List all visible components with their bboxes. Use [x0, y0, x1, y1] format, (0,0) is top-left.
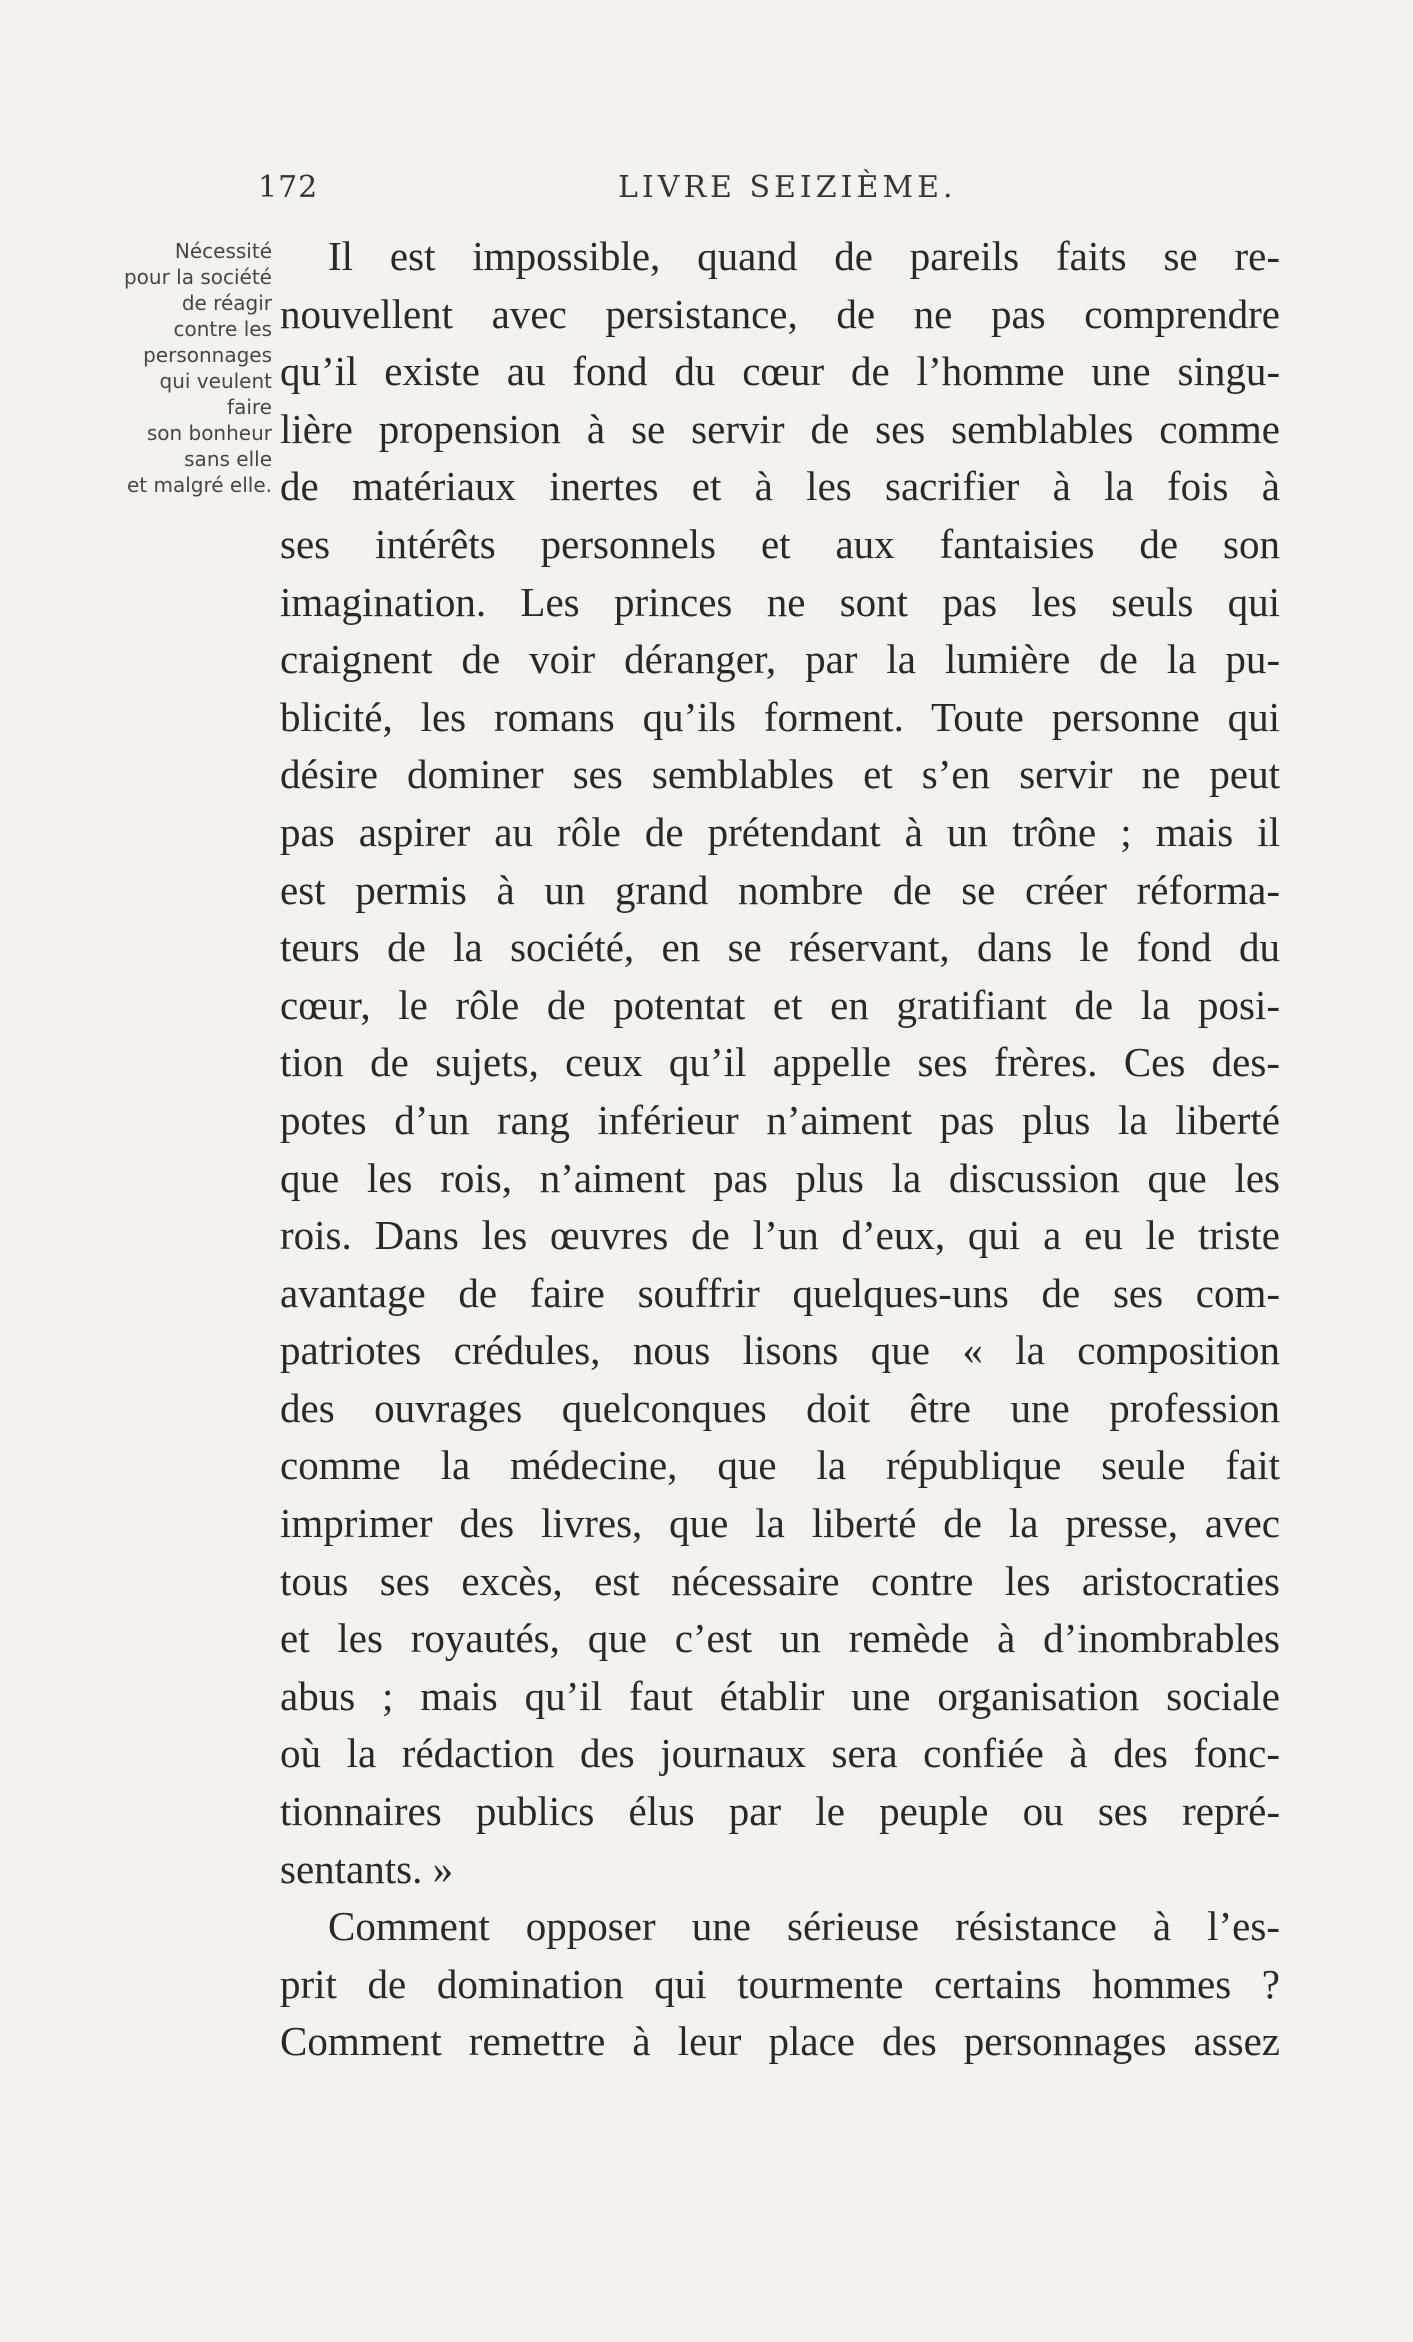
paragraph-1-line: teurs de la société, en se réservant, dans le fond du [280, 924, 1280, 971]
margin-note-line: pour la société [123, 265, 272, 289]
paragraph-1-line: potes d’un rang inférieur n’aiment pas plus la liberté [280, 1096, 1280, 1143]
running-head [258, 170, 1278, 210]
paragraph-1-line: blicité, les romans qu’ils forment. Toute personne qui [280, 693, 1280, 740]
paragraph-1-line: abus ; mais qu’il faut établir une organisation sociale [280, 1672, 1280, 1719]
paragraph-1-line: ses intérêts personnels et aux fantaisies de son [280, 520, 1280, 567]
paragraph-1-line: comme la médecine, que la république seule fait [280, 1442, 1280, 1489]
margin-note-line: son bonheur [146, 421, 272, 445]
paragraph-2-line: Comment opposer une sérieuse résistance à l’es- [328, 1903, 1280, 1950]
paragraph-1-line: tous ses excès, est nécessaire contre les aristocraties [280, 1557, 1280, 1604]
margin-note-line: contre les [173, 317, 272, 341]
paragraph-1-line: désire dominer ses semblables et s’en servir ne peut [280, 751, 1280, 798]
paragraph-1-line: où la rédaction des journaux sera confiée à des fonc- [280, 1730, 1280, 1777]
margin-note-line: de réagir [181, 291, 272, 315]
paragraph-1-line: est permis à un grand nombre de se créer réforma- [280, 866, 1280, 913]
running-title: LIVRE SEIZIÈME. [618, 170, 957, 205]
margin-note [50, 238, 272, 498]
margin-note-line: et malgré elle. [126, 473, 272, 497]
paragraph-1-line: sentants. » [280, 1845, 454, 1892]
paragraph-1-line: lière propension à se servir de ses semblables comme [280, 405, 1280, 452]
margin-note-line: personnages [143, 343, 272, 367]
paragraph-1-line: avantage de faire souffrir quelques-uns de ses com- [280, 1269, 1280, 1316]
paragraph-1-line: cœur, le rôle de potentat et en gratifiant de la posi- [280, 981, 1280, 1028]
paragraph-1-line: patriotes crédules, nous lisons que « la composition [280, 1327, 1280, 1374]
body-text [280, 228, 1280, 2071]
paragraph-2-line: prit de domination qui tourmente certains hommes ? [280, 1960, 1280, 2007]
paragraph-1-line: des ouvrages quelconques doit être une profession [280, 1384, 1280, 1431]
margin-note-line: qui veulent [159, 369, 272, 393]
paragraph-1-line: rois. Dans les œuvres de l’un d’eux, qui a eu le triste [280, 1212, 1280, 1259]
margin-note-line: faire [227, 395, 272, 419]
paragraph-1-line: de matériaux inertes et à les sacrifier à la fois à [280, 463, 1280, 510]
paragraph-1-line: et les royautés, que c’est un remède à d’inombrables [280, 1615, 1280, 1662]
paragraph-1-line: pas aspirer au rôle de prétendant à un trône ; mais il [280, 808, 1280, 855]
paragraph-1-line: craignent de voir déranger, par la lumière de la pu- [280, 636, 1280, 683]
margin-note-line: sans elle [184, 447, 272, 471]
paragraph-1-line: que les rois, n’aiment pas plus la discussion que les [280, 1154, 1280, 1201]
paragraph-1-line: tionnaires publics élus par le peuple ou ses repré- [280, 1788, 1280, 1835]
page-number: 172 [258, 170, 319, 205]
paragraph-1-line: imprimer des livres, que la liberté de la presse, avec [280, 1500, 1280, 1547]
paragraph-2-line: Comment remettre à leur place des personnages assez [280, 2018, 1280, 2065]
paragraph-1-line: Il est impossible, quand de pareils faits se re- [328, 233, 1280, 279]
paragraph-1-line: imagination. Les princes ne sont pas les seuls qui [280, 578, 1280, 625]
paragraph-1-line: nouvellent avec persistance, de ne pas comprendre [280, 290, 1280, 337]
margin-note-line: Nécessité [174, 239, 272, 263]
paragraph-1-line: qu’il existe au fond du cœur de l’homme une singu- [280, 348, 1280, 395]
paragraph-1-line: tion de sujets, ceux qu’il appelle ses frères. Ces des- [280, 1039, 1280, 1086]
